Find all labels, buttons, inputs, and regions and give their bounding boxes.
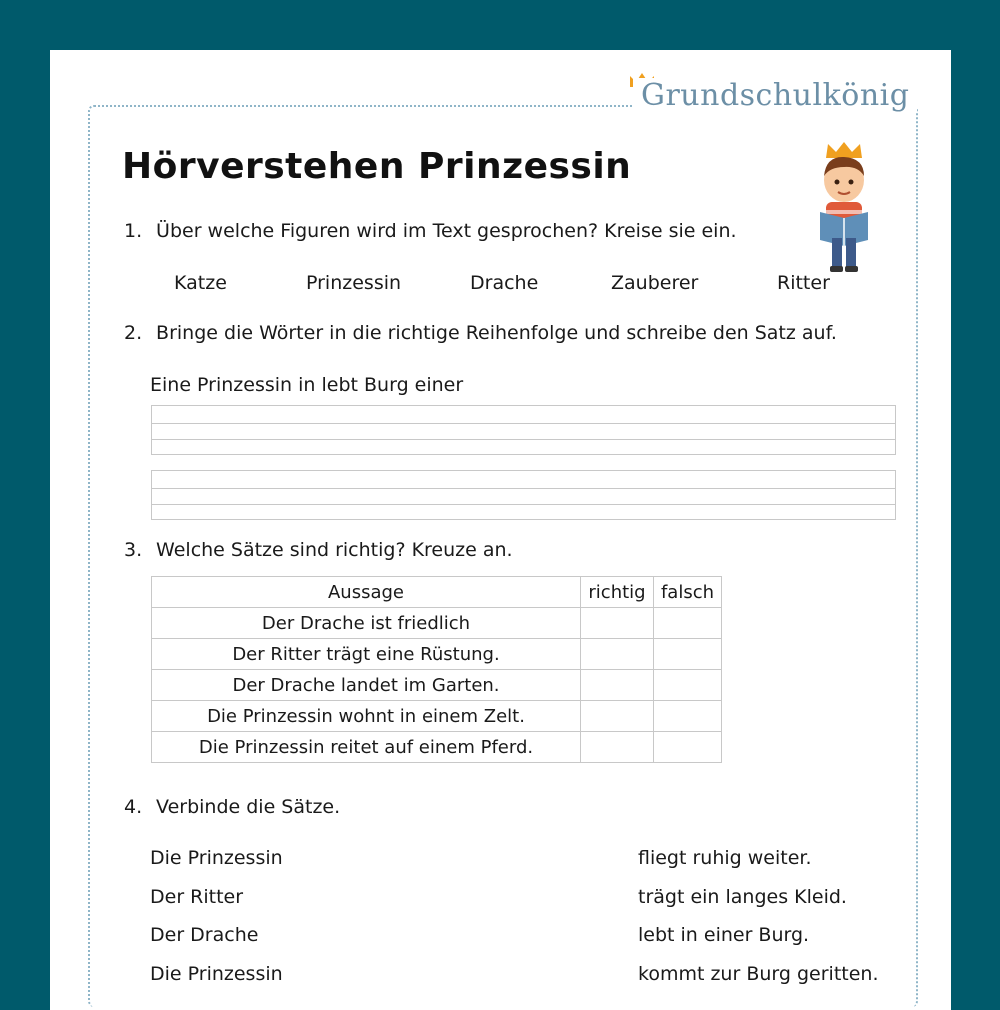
- statement-cell: Der Drache landet im Garten.: [152, 670, 581, 701]
- page-title: Hörverstehen Prinzessin: [122, 146, 632, 187]
- question-number: 3.: [124, 539, 143, 561]
- question-4: [124, 796, 340, 818]
- statement-cell: Die Prinzessin reitet auf einem Pferd.: [152, 732, 581, 763]
- match-left-item[interactable]: Der Ritter: [150, 886, 244, 908]
- scrambled-sentence: Eine Prinzessin in lebt Burg einer: [150, 374, 464, 396]
- option-prinzessin[interactable]: Prinzessin: [306, 272, 402, 294]
- question-text: Über welche Figuren wird im Text gesprochen? Kreise sie ein.: [156, 220, 737, 242]
- richtig-checkbox[interactable]: [581, 639, 654, 670]
- question-text: Verbinde die Sätze.: [156, 796, 341, 818]
- falsch-checkbox[interactable]: [654, 732, 722, 763]
- match-left-item[interactable]: Der Drache: [150, 924, 259, 946]
- table-row: [152, 732, 722, 763]
- table-row: [152, 670, 722, 701]
- writing-rule: [152, 439, 895, 440]
- writing-rule: [152, 504, 895, 505]
- question-2: [124, 322, 837, 344]
- falsch-checkbox[interactable]: [654, 701, 722, 732]
- match-left-item[interactable]: Die Prinzessin: [150, 963, 283, 985]
- question-number: 4.: [124, 796, 143, 818]
- writing-rule: [152, 488, 895, 489]
- option-katze[interactable]: Katze: [174, 272, 227, 294]
- statement-cell: Der Ritter trägt eine Rüstung.: [152, 639, 581, 670]
- header-aussage: Aussage: [152, 577, 581, 608]
- question-number: 1.: [124, 220, 143, 242]
- worksheet: [50, 50, 951, 1010]
- question-text: Bringe die Wörter in die richtige Reihenfolge und schreibe den Satz auf.: [156, 322, 837, 344]
- option-ritter[interactable]: Ritter: [777, 272, 830, 294]
- question-text: Welche Sätze sind richtig? Kreuze an.: [156, 539, 513, 561]
- brand-logo: Grundschulkönig: [633, 78, 917, 113]
- richtig-checkbox[interactable]: [581, 670, 654, 701]
- richtig-checkbox[interactable]: [581, 608, 654, 639]
- question-1: [124, 220, 737, 242]
- writing-lines-1[interactable]: [151, 405, 896, 455]
- falsch-checkbox[interactable]: [654, 670, 722, 701]
- header-falsch: falsch: [654, 577, 722, 608]
- writing-rule: [152, 423, 895, 424]
- statement-cell: Der Drache ist friedlich: [152, 608, 581, 639]
- table-header-row: [152, 577, 722, 608]
- question-number: 2.: [124, 322, 143, 344]
- table-row: [152, 639, 722, 670]
- match-right-item[interactable]: trägt ein langes Kleid.: [638, 886, 847, 908]
- child-reading-icon: [806, 140, 886, 275]
- richtig-checkbox[interactable]: [581, 732, 654, 763]
- match-left-item[interactable]: Die Prinzessin: [150, 847, 283, 869]
- match-right-item[interactable]: kommt zur Burg geritten.: [638, 963, 879, 985]
- richtig-checkbox[interactable]: [581, 701, 654, 732]
- header-richtig: richtig: [581, 577, 654, 608]
- statement-cell: Die Prinzessin wohnt in einem Zelt.: [152, 701, 581, 732]
- match-right-item[interactable]: fliegt ruhig weiter.: [638, 847, 812, 869]
- option-drache[interactable]: Drache: [470, 272, 539, 294]
- writing-lines-2[interactable]: [151, 470, 896, 520]
- table-row: [152, 701, 722, 732]
- falsch-checkbox[interactable]: [654, 608, 722, 639]
- question-3: [124, 539, 513, 561]
- option-zauberer[interactable]: Zauberer: [611, 272, 699, 294]
- falsch-checkbox[interactable]: [654, 639, 722, 670]
- match-right-item[interactable]: lebt in einer Burg.: [638, 924, 810, 946]
- table-row: [152, 608, 722, 639]
- true-false-table: [151, 576, 722, 763]
